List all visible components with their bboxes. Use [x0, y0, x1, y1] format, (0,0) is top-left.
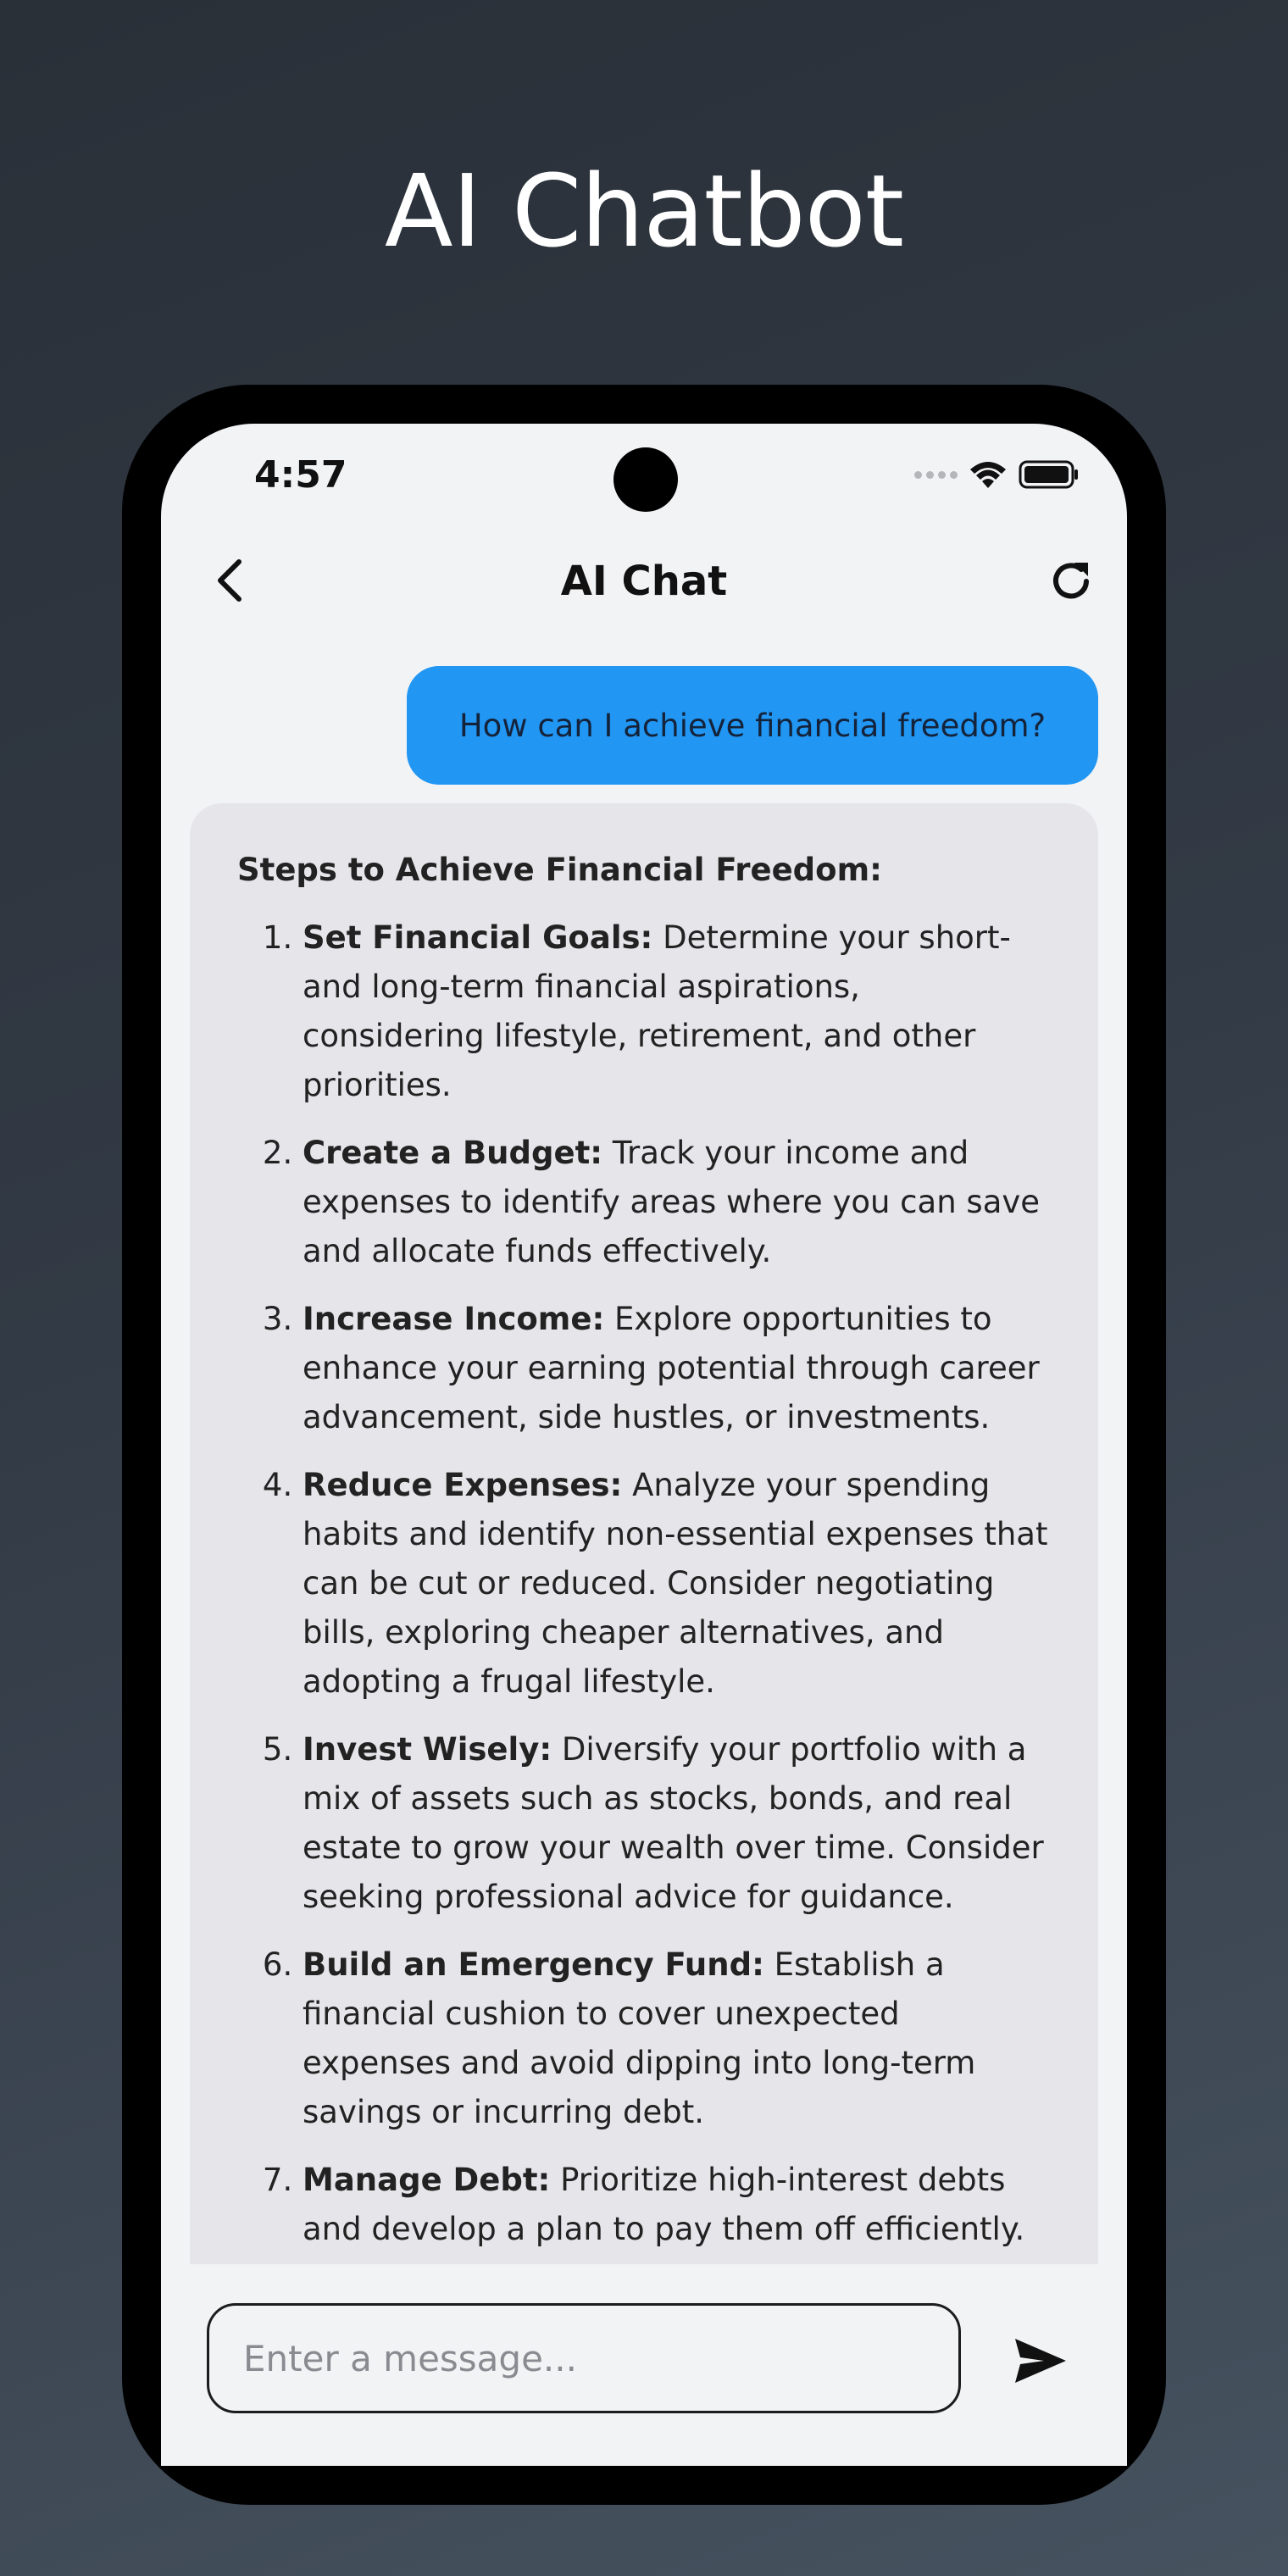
- refresh-icon[interactable]: [1046, 556, 1096, 607]
- steps-list: [237, 913, 1051, 2303]
- step-label: Manage Debt:: [303, 2162, 551, 2198]
- battery-icon: [1019, 460, 1080, 489]
- chat-messages[interactable]: [161, 636, 1127, 2264]
- step-number: 5.: [262, 1731, 293, 1768]
- list-item: [237, 1940, 1051, 2137]
- message-input[interactable]: [207, 2303, 961, 2413]
- step-label: Create a Budget:: [303, 1135, 603, 1171]
- front-camera: [613, 447, 678, 512]
- list-item: [237, 1461, 1051, 1707]
- status-time: 4:57: [254, 453, 347, 497]
- nav-bar: [161, 525, 1127, 636]
- message-composer: [161, 2264, 1127, 2466]
- step-label: Invest Wisely:: [303, 1731, 552, 1768]
- step-number: 4.: [262, 1467, 293, 1503]
- status-bar: [161, 424, 1127, 525]
- step-number: 6.: [262, 1946, 293, 1983]
- step-text: Prioritize high-interest debts and develop a plan to pay them off efficiently.: [303, 2162, 1025, 2247]
- step-text: Determine your short-and long-term financial aspirations, considering lifestyle, retirement, and other priorities.: [303, 919, 1011, 1103]
- list-item: [237, 1129, 1051, 1276]
- step-label: Set Financial Goals:: [303, 919, 653, 956]
- list-item: [237, 1725, 1051, 1922]
- step-number: 7.: [262, 2162, 293, 2198]
- step-text: Track your income and expenses to identify areas where you can save and allocate funds effectively.: [303, 1135, 1041, 1269]
- step-text: Diversify your portfolio with a mix of assets such as stocks, bonds, and real estate to grow your wealth over time. Consider seeking professional advice for guidance.: [303, 1731, 1044, 1915]
- step-text: Establish a financial cushion to cover unexpected expenses and avoid dipping into long-term savings or incurring debt.: [303, 1946, 976, 2130]
- user-message-text: How can I achieve financial freedom?: [458, 707, 1046, 744]
- cellular-signal-icon: [914, 471, 958, 479]
- step-label: Increase Income:: [303, 1301, 605, 1337]
- step-number: 2.: [262, 1135, 293, 1171]
- step-number: 3.: [262, 1301, 293, 1337]
- phone-screen: [161, 424, 1127, 2466]
- user-message-bubble: [407, 666, 1098, 785]
- ai-message-heading: Steps to Achieve Financial Freedom:: [237, 852, 882, 888]
- step-text: Explore opportunities to enhance your earning potential through career advancement, side hustles, or investments.: [303, 1301, 1040, 1435]
- step-text: Analyze your spending habits and identify non-essential expenses that can be cut or reduced. Consider negotiating bills, exploring cheaper alternatives, and adopting a frugal lifestyle.: [303, 1467, 1048, 1700]
- list-item: [237, 913, 1051, 1110]
- status-icons: [914, 459, 1080, 490]
- promo-title: AI Chatbot: [384, 153, 904, 269]
- step-label: Reduce Expenses:: [303, 1467, 623, 1503]
- wifi-icon: [969, 459, 1007, 490]
- step-label: Build an Emergency Fund:: [303, 1946, 764, 1983]
- send-icon[interactable]: [1010, 2330, 1071, 2391]
- ai-message-bubble: [190, 803, 1098, 2413]
- list-item: [237, 1295, 1051, 1442]
- step-number: 1.: [262, 919, 293, 956]
- nav-title: AI Chat: [560, 558, 728, 605]
